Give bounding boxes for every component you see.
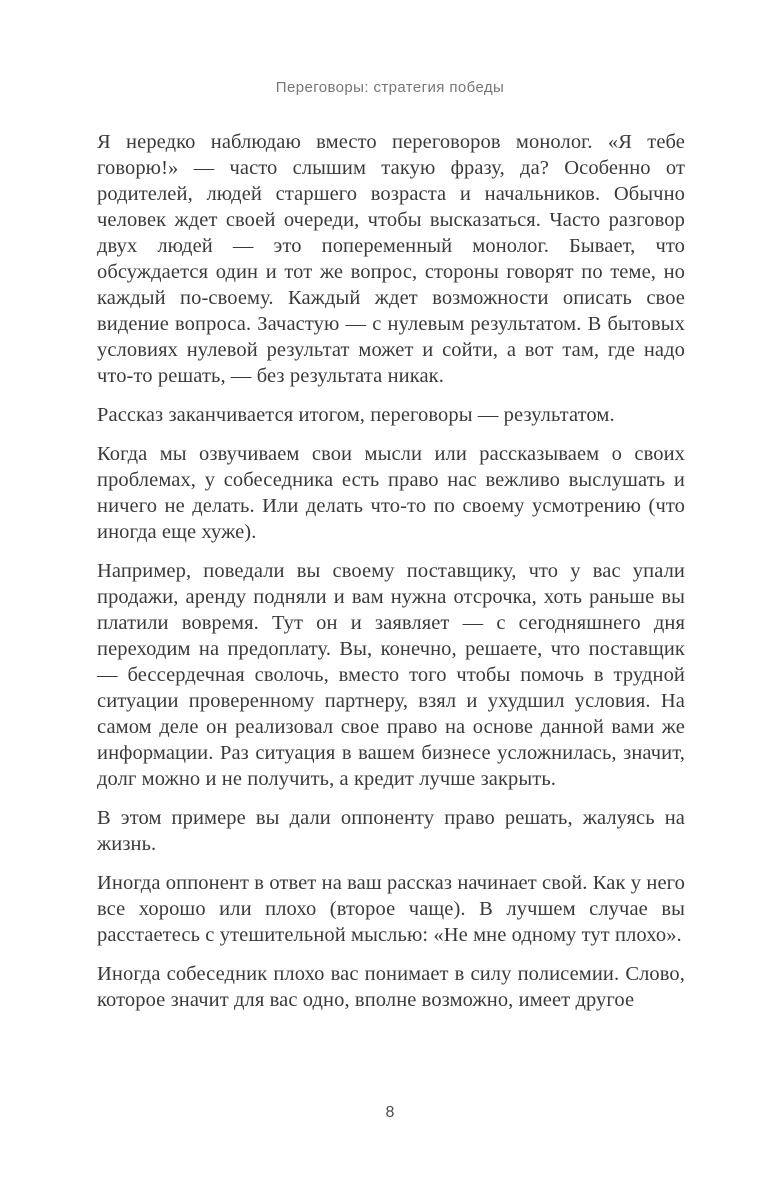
paragraph: Иногда оппонент в ответ на ваш рассказ начинает свой. Как у него все хорошо или плохо (второе чаще). В лучшем случае вы расстаетесь с утешительной мыслью: «Не мне одному тут плохо». [97,872,685,946]
running-head: Переговоры: стратегия победы [275,79,505,96]
paragraph: Например, поведали вы своему поставщику, что у вас упали продажи, аренду подняли и вам нужна отсрочка, хоть раньше вы платили вовремя. Тут он и заявляет — с сегодняшнего дня переходим на предоплату. Вы, конечно, решаете, что поставщик — бессердечная сволочь, вместо того чтобы помочь в трудной ситуации проверенному партнеру, взял и ухудшил условия. На самом деле он реализовал свое право на основе данной вами же информации. Раз ситуация в вашем бизнесе усложнилась, значит, долг можно и не получить, а кредит лучше закрыть. [97,560,685,790]
paragraph: В этом примере вы дали оппоненту право решать, жалуясь на жизнь. [97,807,685,855]
paragraph: Я нередко наблюдаю вместо переговоров монолог. «Я тебе говорю!» — часто слышим такую фразу, да? Особенно от родителей, людей старшего возраста и начальников. Обычно человек ждет своей очереди, чтобы высказаться. Часто разговор двух людей — это попеременный монолог. Бывает, что обсуждается один и тот же вопрос, стороны говорят по теме, но каждый по-своему. Каждый ждет возможности описать свое видение вопроса. Зачастую — с нулевым результатом. В бытовых условиях нулевой результат может и сойти, а вот там, где надо что-то решать, — без результата никак. [97,131,685,387]
paragraph: Когда мы озвучиваем свои мысли или рассказываем о своих проблемах, у собеседника есть право нас вежливо выслушать и ничего не делать. Или делать что-то по своему усмотрению (что иногда еще хуже). [97,443,685,543]
text-block [97,129,685,1013]
paragraph: Иногда собеседник плохо вас понимает в силу полисемии. Слово, которое значит для вас одно, вполне возможно, имеет другое [97,963,685,1011]
page-number: 8 [385,1104,395,1121]
paragraph: Рассказ заканчивается итогом, переговоры — результатом. [97,404,615,426]
